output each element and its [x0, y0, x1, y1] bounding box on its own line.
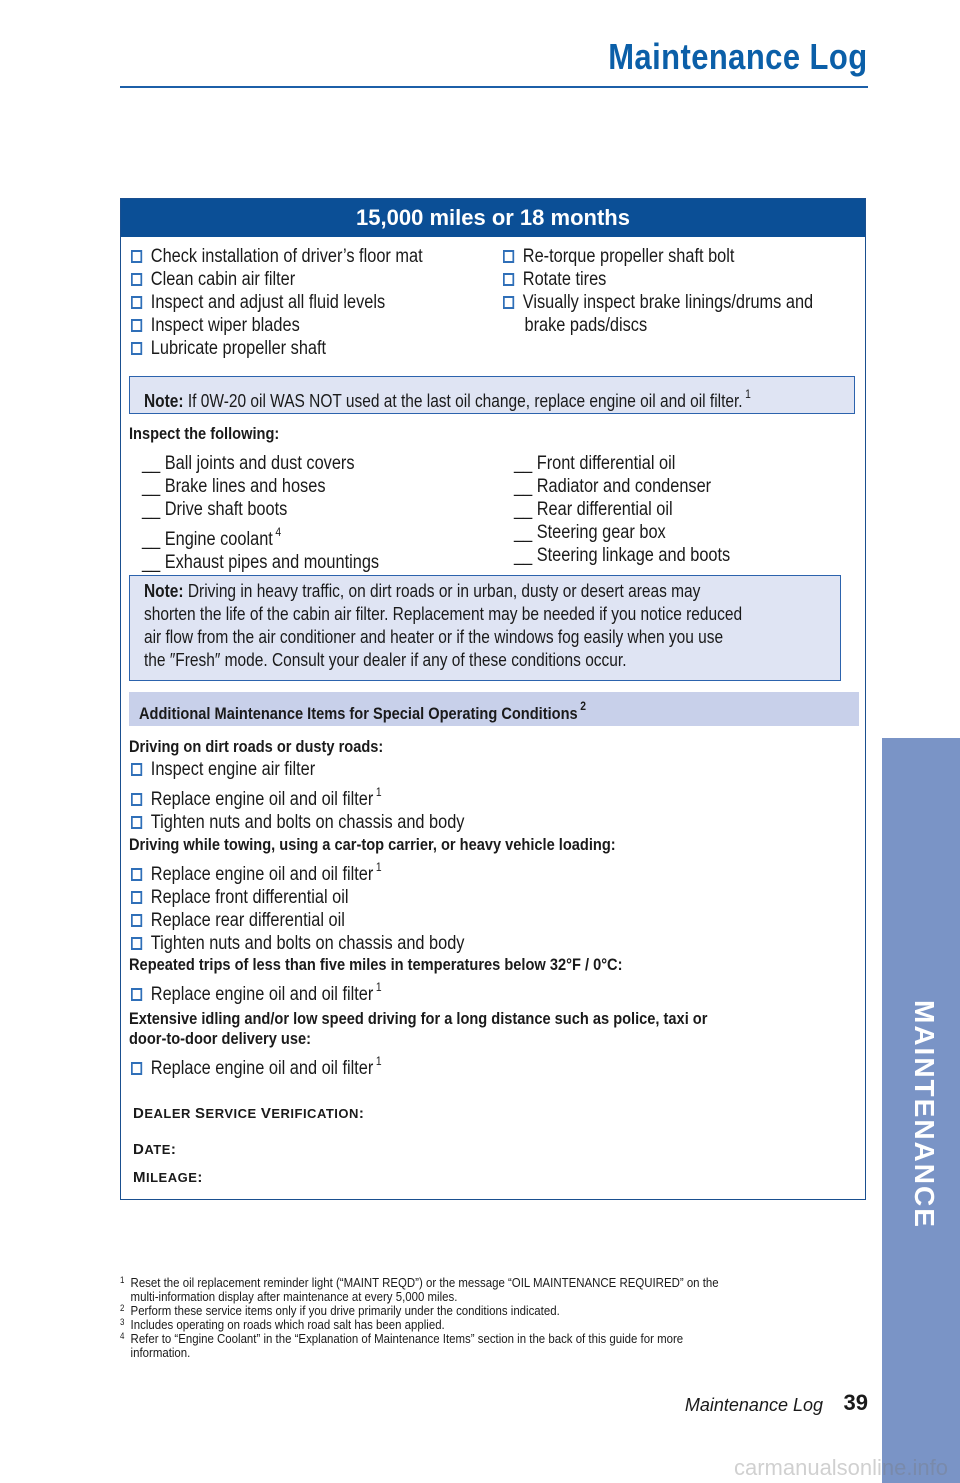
checkbox-icon[interactable] [131, 1062, 142, 1075]
additional-items-bar: Additional Maintenance Items for Special Operating Conditions $^2$ [129, 692, 859, 726]
inspect-item: __ Front differential oil [514, 453, 676, 474]
inspect-right [514, 452, 765, 567]
inspect-item: __ Brake lines and hoses [142, 476, 326, 497]
checklist-item: Replace engine oil and oil filter $^1$ [131, 781, 464, 811]
note-line: shorten the life of the cabin air filter. Replacement may be needed if you notice reduced [144, 604, 743, 624]
checklist-item: Tighten nuts and bolts on chassis and body [131, 811, 464, 834]
checklist-item: Replace front differential oil [131, 886, 464, 909]
mileage-label: MILEAGE: [133, 1169, 203, 1186]
checkbox-icon[interactable] [131, 250, 142, 263]
checklist-item: Rotate tires [503, 268, 813, 291]
note-label: Note: [144, 581, 184, 601]
title-rule [120, 86, 868, 88]
inspect-item: __ Radiator and condenser [514, 476, 712, 497]
inspect-item: __ Rear differential oil [514, 499, 673, 520]
checklist-item: Replace engine oil and oil filter $^1$ [131, 976, 382, 1006]
section-side-tab-label: MAINTENANCE [909, 1000, 940, 1229]
checkbox-icon[interactable] [131, 296, 142, 309]
footnote-4: 4 Refer to “Engine Coolant” in the “Explanation of Maintenance Items” section in the back of this guide for more information. [120, 1331, 684, 1360]
footer-label: Maintenance Log [684, 1395, 823, 1415]
checkbox-icon[interactable] [131, 914, 142, 927]
checkbox-icon[interactable] [503, 250, 514, 263]
inspect-item: __ Drive shaft boots [142, 499, 288, 520]
checkbox-icon[interactable] [131, 891, 142, 904]
cold-trips-list [131, 976, 422, 1006]
checklist-item: Re-torque propeller shaft bolt [503, 245, 813, 268]
checkbox-icon[interactable] [503, 273, 514, 286]
idling-heading-continued: door-to-door delivery use: [129, 1029, 311, 1048]
checkbox-icon[interactable] [131, 816, 142, 829]
checklist-item: Inspect wiper blades [131, 314, 423, 337]
dirt-roads-heading: Driving on dirt roads or dusty roads: [129, 737, 384, 756]
oil-note-box [129, 376, 855, 414]
checkbox-icon[interactable] [131, 793, 142, 806]
interval-header: 15,000 miles or 18 months [121, 199, 865, 237]
additional-heading: Additional Maintenance Items for Special Operating Conditions [139, 704, 578, 723]
inspect-heading: Inspect the following: [129, 424, 280, 443]
idling-heading: Extensive idling and/or low speed driving for a long distance such as police, taxi or [129, 1009, 708, 1028]
checkbox-icon[interactable] [131, 273, 142, 286]
checkbox-icon[interactable] [131, 937, 142, 950]
watermark: carmanualsonline.info [733, 1455, 948, 1480]
footnote-2: 2 Perform these service items only if you drive primarily under the conditions indicated. [120, 1303, 560, 1318]
inspect-item: __ Exhaust pipes and mountings [142, 552, 380, 573]
note-label: Note: [144, 391, 184, 411]
checkbox-icon[interactable] [131, 319, 142, 332]
inspect-item: __ Steering linkage and boots [514, 545, 731, 566]
towing-heading: Driving while towing, using a car-top carrier, or heavy vehicle loading: [129, 835, 616, 854]
footnote-1: 1 Reset the oil replacement reminder light (“MAINT REQD”) or the message “OIL MAINTENANCE REQUIRED” on the multi-information display after maintenance at every 5,000 miles. [120, 1275, 719, 1304]
page-number: 39 [843, 1390, 868, 1415]
inspect-item: __ Engine coolant $^4$ [142, 525, 282, 550]
checklist-item-continued: brake pads/discs [524, 315, 648, 336]
footnote-3: 3 Includes operating on roads which road salt has been applied. [120, 1317, 445, 1332]
note-line: the ″Fresh″ mode. Consult your dealer if any of these conditions occur. [144, 650, 627, 670]
checklist-left [131, 245, 470, 360]
note-line: Driving in heavy traffic, on dirt roads or in urban, dusty or desert areas may [187, 581, 701, 601]
dirt-roads-list [131, 758, 519, 834]
footnotes [120, 1276, 868, 1360]
checklist-right [503, 245, 864, 337]
dealer-verification-label: DEALER SERVICE VERIFICATION: [133, 1105, 365, 1122]
checklist-item: Tighten nuts and bolts on chassis and body [131, 932, 464, 955]
checklist-item: Lubricate propeller shaft [131, 337, 423, 360]
checkbox-icon[interactable] [131, 868, 142, 881]
checklist-item: Replace engine oil and oil filter $^1$ [131, 856, 464, 886]
cabin-filter-note-box [129, 575, 841, 681]
page-title: Maintenance Log [608, 36, 868, 77]
checkbox-icon[interactable] [503, 296, 514, 309]
note-text: If 0W-20 oil WAS NOT used at the last oil change, replace engine oil and oil filter. [187, 391, 743, 411]
checkbox-icon[interactable] [131, 342, 142, 355]
checklist-item: Visually inspect brake linings/drums and [503, 291, 813, 314]
inspect-item: __ Steering gear box [514, 522, 666, 543]
checkbox-icon[interactable] [131, 988, 142, 1001]
footnote-ref: 1 [745, 387, 751, 401]
towing-list [131, 856, 519, 955]
checklist-item: Inspect engine air filter [131, 758, 464, 781]
cold-trips-heading: Repeated trips of less than five miles in temperatures below 32°F / 0°C: [129, 955, 623, 974]
maintenance-log-box [120, 198, 866, 1200]
checklist-item: Replace engine oil and oil filter $^1$ [131, 1050, 382, 1080]
idling-list [131, 1050, 422, 1080]
checklist-item: Clean cabin air filter [131, 268, 423, 291]
date-label: DATE: [133, 1141, 177, 1158]
checkbox-icon[interactable] [131, 763, 142, 776]
inspect-left [142, 452, 418, 574]
note-line: air flow from the air conditioner and heater or if the windows fog easily when you use [144, 627, 724, 647]
checklist-item: Check installation of driver’s floor mat [131, 245, 423, 268]
inspect-item: __ Ball joints and dust covers [142, 453, 355, 474]
checklist-item: Inspect and adjust all fluid levels [131, 291, 423, 314]
checklist-item: Replace rear differential oil [131, 909, 464, 932]
